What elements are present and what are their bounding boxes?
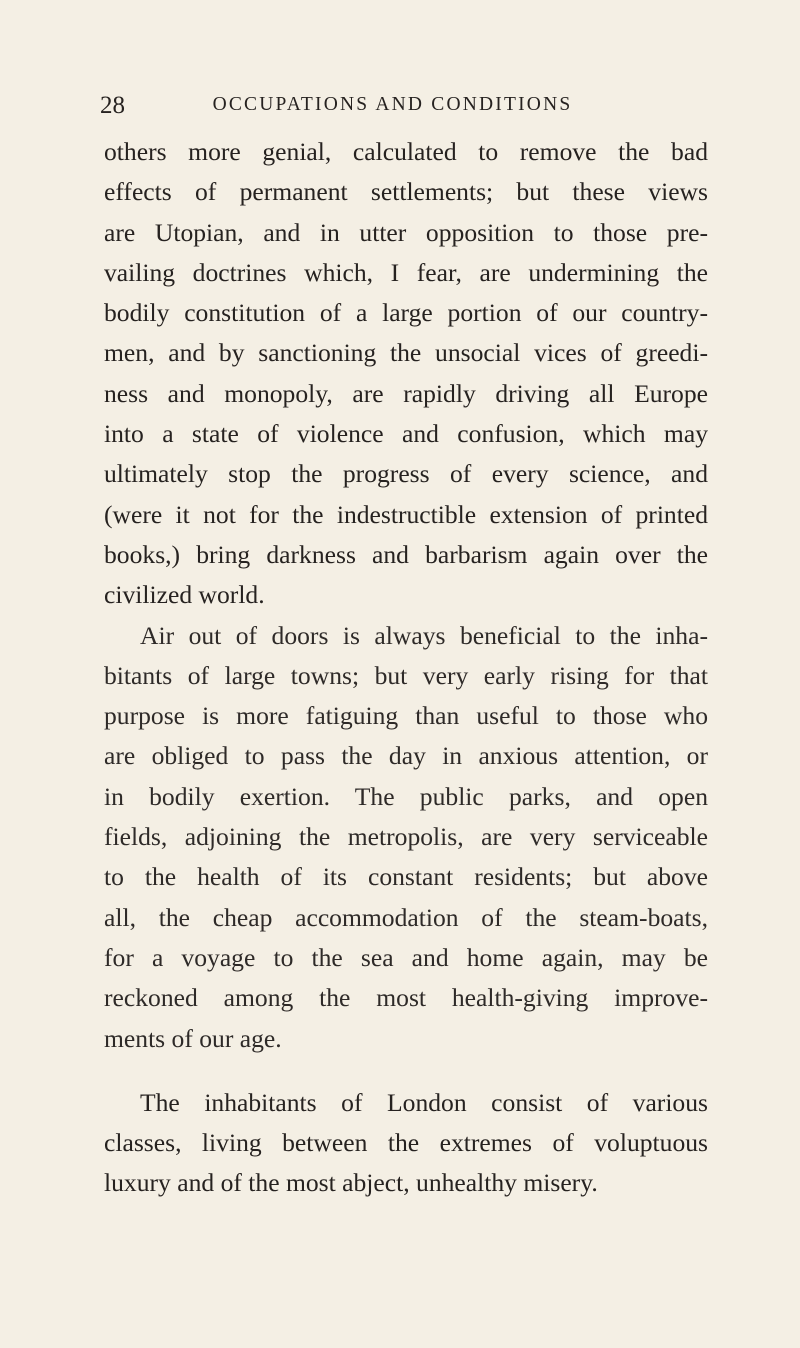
running-head — [100, 92, 640, 128]
text-line: to the health of its constant residents; but above — [104, 862, 708, 892]
paragraph-1 — [104, 132, 708, 616]
text-line: The inhabitants of London consist of various — [140, 1087, 708, 1117]
text-line: classes, living between the extremes of voluptuous — [104, 1128, 708, 1158]
section-gap — [104, 1059, 708, 1083]
text-line: ultimately stop the progress of every science, and — [104, 459, 708, 489]
text-line: into a state of violence and confusion, which may — [104, 419, 708, 449]
text-line: Air out of doors is always beneficial to the inha- — [140, 620, 708, 650]
text-line: bitants of large towns; but very early rising for that — [104, 660, 708, 690]
text-line: men, and by sanctioning the unsocial vices of greedi- — [104, 338, 708, 368]
running-title: OCCUPATIONS AND CONDITIONS — [212, 94, 573, 115]
paragraph-3 — [104, 1083, 708, 1204]
text-line: others more genial, calculated to remove the bad — [104, 137, 708, 166]
text-line: bodily constitution of a large portion of our country- — [104, 298, 708, 328]
body-text — [104, 132, 708, 1204]
page-number: 28 — [100, 92, 125, 119]
text-line: (were it not for the indestructible extension of printed — [104, 499, 708, 529]
text-line: ness and monopoly, are rapidly driving all Europe — [104, 378, 708, 408]
text-line: reckoned among the most health-giving improve- — [104, 983, 708, 1013]
text-line: books,) bring darkness and barbarism again over the — [104, 539, 708, 569]
paragraph-2 — [104, 616, 708, 1059]
text-line: for a voyage to the sea and home again, may be — [104, 942, 708, 972]
text-line: in bodily exertion. The public parks, and open — [104, 781, 708, 811]
text-line: vailing doctrines which, I fear, are undermining the — [104, 257, 708, 287]
text-line: are Utopian, and in utter opposition to those pre- — [104, 217, 708, 247]
text-line: fields, adjoining the metropolis, are very serviceable — [104, 822, 708, 852]
text-line: effects of permanent settlements; but these views — [104, 177, 708, 207]
text-line: are obliged to pass the day in anxious attention, or — [104, 741, 708, 771]
text-line: luxury and of the most abject, unhealthy misery. — [104, 1168, 598, 1198]
text-line: purpose is more fatiguing than useful to those who — [104, 701, 708, 731]
text-line: civilized world. — [104, 580, 265, 610]
text-line: all, the cheap accommodation of the steam-boats, — [104, 902, 708, 932]
text-line: ments of our age. — [104, 1023, 282, 1053]
